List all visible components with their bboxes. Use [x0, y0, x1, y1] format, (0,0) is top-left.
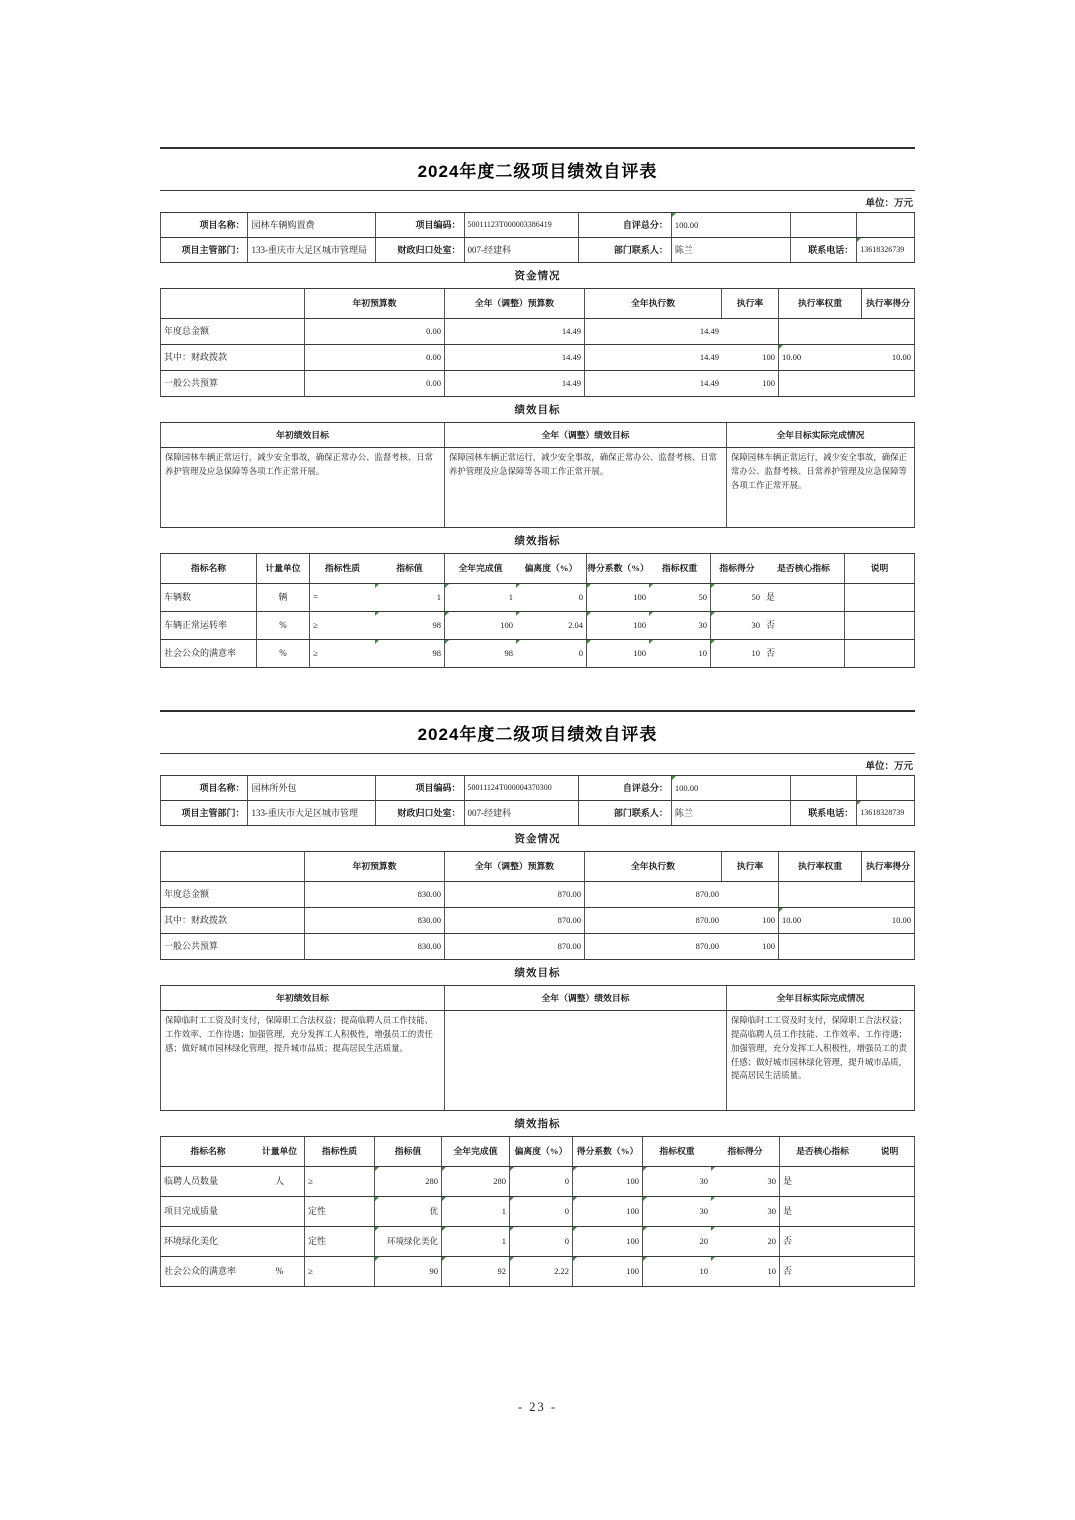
phone-value: 13618326739 — [857, 238, 915, 262]
info-empty-cell — [791, 213, 857, 237]
indicators-header-cell: 指标性质 — [305, 1137, 375, 1166]
indicator-cell: 否 — [763, 612, 845, 639]
indicator-cell: 定性 — [305, 1227, 375, 1256]
office-label: 财政归口处室： — [376, 238, 464, 262]
phone-label: 联系电话： — [791, 238, 857, 262]
project-code-label: 项目编码： — [376, 213, 464, 237]
funding-header-cell — [160, 289, 305, 318]
indicator-cell: 否 — [763, 640, 845, 667]
indicators-header-row — [160, 554, 915, 584]
funding-cell: 14.49 — [699, 326, 719, 337]
indicator-cell: 社会公众的满意率 — [160, 640, 257, 667]
indicators-header-cell: 全年完成值 — [442, 1137, 510, 1166]
indicator-cell — [255, 1197, 305, 1226]
indicator-cell — [255, 1227, 305, 1256]
contact-label: 部门联系人： — [579, 801, 672, 825]
funding-row — [160, 882, 915, 908]
goals-section-band — [160, 397, 915, 423]
info-empty-cell — [857, 776, 915, 800]
indicators-header-cell: 指标得分 — [719, 563, 755, 574]
unit-label: 单位：万元 — [865, 761, 913, 772]
indicators-header-cell: 说明 — [865, 1137, 915, 1166]
funding-cell: 830.00 — [305, 908, 445, 933]
indicator-cell: 项目完成质量 — [160, 1197, 255, 1226]
indicators-header-cell: 偏离度（%） — [516, 554, 587, 583]
indicator-cell: 否 — [783, 1236, 793, 1247]
project-code-value: 50011123T000003386419 — [465, 213, 580, 237]
indicators-section-title: 绩效指标 — [514, 1119, 561, 1130]
indicators-header-cell: 是否核心指标 — [796, 1146, 849, 1157]
goals-text-cell: 保障园林车辆正常运行，减少安全事故，确保正常办公、监督考核、日常养护管理及应急保障等各项工作正常开展。 — [160, 448, 445, 527]
phone-label: 联系电话： — [791, 801, 857, 825]
funding-header-cell: 全年执行数 — [585, 289, 722, 318]
funding-header-cell: 执行率 — [722, 289, 779, 318]
funding-cell: 14.49 — [445, 319, 585, 344]
funding-cell: 100 — [722, 908, 779, 933]
indicators-header-cell: 得分系数（%） — [587, 563, 649, 574]
indicator-cell: 10 — [711, 640, 763, 667]
indicator-cell: 1 — [375, 584, 445, 611]
indicator-cell — [845, 584, 915, 611]
funding-cell: 年度总金额 — [160, 319, 305, 344]
project-info-row-1 — [160, 776, 915, 801]
office-label: 财政归口处室： — [376, 801, 464, 825]
project-code-value: 50011124T000004370300 — [465, 776, 580, 800]
indicator-cell — [865, 1197, 915, 1226]
funding-row — [160, 934, 915, 960]
funding-cell: 830.00 — [305, 882, 445, 907]
funding-header-cell: 全年（调整）预算数 — [445, 289, 585, 318]
funding-cell — [779, 319, 862, 344]
indicator-cell: ≥ — [313, 620, 318, 631]
funding-cell: 10.00 — [779, 345, 862, 370]
funding-row — [160, 345, 915, 371]
indicator-cell — [865, 1227, 915, 1256]
funding-cell — [862, 934, 915, 959]
funding-section-title: 资金情况 — [514, 271, 561, 282]
goals-body-row — [160, 1011, 915, 1111]
funding-cell: 其中：财政拨款 — [160, 908, 305, 933]
project-name-label: 项目名称： — [160, 213, 248, 237]
indicator-cell: 0 — [516, 584, 587, 611]
indicators-header-cell: 偏离度（%） — [510, 1137, 573, 1166]
funding-cell — [779, 882, 862, 907]
indicators-section-band — [160, 528, 915, 554]
indicators-header-cell: 全年完成值 — [458, 563, 503, 574]
funding-cell: 10.00 — [779, 908, 862, 933]
indicator-cell: 30 — [643, 1197, 711, 1226]
indicator-cell: ≥ — [305, 1257, 375, 1286]
indicator-cell: 100 — [573, 1257, 643, 1286]
funding-section-band — [160, 826, 915, 852]
title-row — [160, 149, 915, 191]
funding-header-cell — [160, 852, 305, 881]
project-info-row-2 — [160, 801, 915, 826]
info-empty-cell — [791, 776, 857, 800]
funding-cell: 14.49 — [445, 345, 585, 370]
indicator-cell: % — [257, 612, 310, 639]
contact-value: 陈兰 — [672, 801, 791, 825]
indicator-cell: % — [257, 640, 310, 667]
indicators-header-row — [160, 1137, 915, 1167]
indicator-cell: 0 — [516, 640, 587, 667]
funding-cell: 10.00 — [862, 908, 915, 933]
indicator-cell: 2.04 — [516, 612, 587, 639]
title-row — [160, 712, 915, 754]
goals-header-cell: 全年目标实际完成情况 — [727, 986, 915, 1010]
funding-cell: 10.00 — [862, 345, 915, 370]
indicator-cell: 车辆正常运转率 — [160, 612, 257, 639]
funding-cell — [722, 319, 779, 344]
funding-cell — [862, 319, 915, 344]
self-eval-sheet — [160, 710, 915, 1287]
funding-section-band — [160, 263, 915, 289]
indicator-row — [160, 1227, 915, 1257]
funding-section-title: 资金情况 — [514, 834, 561, 845]
indicators-header-cell: 是否核心指标 — [763, 554, 845, 583]
indicator-cell: 100 — [573, 1197, 643, 1226]
indicator-row — [160, 612, 915, 640]
funding-cell: 870.00 — [445, 882, 585, 907]
goals-header-cell: 年初绩效目标 — [160, 986, 445, 1010]
indicator-cell: 100 — [573, 1227, 643, 1256]
indicator-cell: 280 — [375, 1167, 442, 1196]
indicator-cell: 98 — [375, 612, 445, 639]
self-score-value: 100.00 — [672, 776, 791, 800]
indicators-header-cell: 说明 — [845, 554, 915, 583]
funding-cell: 14.49 — [699, 378, 719, 389]
goals-header-cell: 全年目标实际完成情况 — [727, 423, 915, 447]
funding-row — [160, 908, 915, 934]
funding-cell: 100 — [722, 371, 779, 396]
indicator-row — [160, 1167, 915, 1197]
indicator-cell: 否 — [783, 1266, 793, 1277]
indicators-header-cell: 指标权重 — [659, 1146, 695, 1157]
funding-cell: 一般公共预算 — [160, 934, 305, 959]
indicator-cell: 100 — [587, 584, 649, 611]
indicator-cell — [865, 1167, 915, 1196]
info-empty-cell — [857, 213, 915, 237]
funding-cell: 830.00 — [305, 934, 445, 959]
funding-cell: 年度总金额 — [160, 882, 305, 907]
indicator-cell: 90 — [375, 1257, 442, 1286]
indicator-row — [160, 584, 915, 612]
funding-header-cell: 年初预算数 — [305, 289, 445, 318]
indicator-cell: 1 — [442, 1197, 510, 1226]
office-value: 007-经建科 — [465, 801, 580, 825]
goals-section-band — [160, 960, 915, 986]
funding-row — [160, 371, 915, 397]
indicators-header-cell: 指标得分 — [711, 1137, 780, 1166]
funding-cell: 一般公共预算 — [160, 371, 305, 396]
indicator-cell: 98 — [375, 640, 445, 667]
funding-cell: 870.00 — [695, 941, 719, 952]
indicator-cell: 92 — [442, 1257, 510, 1286]
goals-section-title: 绩效目标 — [514, 405, 561, 416]
phone-value: 13618328739 — [857, 801, 915, 825]
goals-header-row — [160, 986, 915, 1011]
goals-header-row — [160, 423, 915, 448]
indicator-cell: 人 — [255, 1167, 305, 1196]
funding-header-cell: 年初预算数 — [305, 852, 445, 881]
indicator-cell: 1 — [442, 1227, 510, 1256]
indicator-cell — [845, 612, 915, 639]
office-value: 007-经建科 — [465, 238, 580, 262]
goals-body-row — [160, 448, 915, 528]
table-title: 2024年度二级项目绩效自评表 — [417, 725, 658, 744]
funding-header-cell: 执行率得分 — [862, 289, 915, 318]
indicator-cell — [865, 1257, 915, 1286]
indicator-cell: 定性 — [305, 1197, 375, 1226]
funding-cell: 870.00 — [445, 934, 585, 959]
indicators-header-cell: 指标值 — [375, 554, 445, 583]
funding-cell — [862, 882, 915, 907]
indicator-cell: 0 — [510, 1167, 573, 1196]
contact-label: 部门联系人： — [579, 238, 672, 262]
indicator-cell: 是 — [763, 584, 845, 611]
funding-cell: 100 — [722, 345, 779, 370]
goals-text-cell — [445, 1011, 727, 1110]
indicator-cell: 环境绿化美化 — [375, 1227, 442, 1256]
self-score-label: 自评总分： — [579, 213, 672, 237]
indicator-row — [160, 1257, 915, 1287]
goals-section-title: 绩效目标 — [514, 968, 561, 979]
indicator-cell: 30 — [711, 1197, 780, 1226]
indicator-row — [160, 1197, 915, 1227]
goals-header-cell: 全年（调整）绩效目标 — [445, 986, 727, 1010]
indicator-cell: 100 — [445, 612, 516, 639]
indicator-cell: 100 — [573, 1167, 643, 1196]
funding-cell: 870.00 — [695, 889, 719, 900]
funding-cell: 14.49 — [445, 371, 585, 396]
self-score-label: 自评总分： — [579, 776, 672, 800]
funding-cell: 100 — [722, 934, 779, 959]
project-info-row-1 — [160, 213, 915, 238]
project-name-value: 园林所外包 — [248, 776, 376, 800]
funding-header-cell: 执行率得分 — [862, 852, 915, 881]
indicator-cell: ≥ — [313, 648, 318, 659]
indicator-cell: 临聘人员数量 — [160, 1167, 255, 1196]
indicator-cell: 0 — [510, 1227, 573, 1256]
indicators-header-cell: 指标值 — [375, 1137, 442, 1166]
goals-text-cell: 保障临时工工资及时支付，保障职工合法权益；提高临聘人员工作技能、工作效率、工作待遇；加强管理，充分发挥工人积极性，增强员工的责任感；做好城市园林绿化管理，提升城市品质，提高居民生活质量。 — [727, 1011, 915, 1110]
unit-row — [160, 191, 915, 213]
indicator-cell: 0 — [510, 1197, 573, 1226]
contact-value: 陈兰 — [672, 238, 791, 262]
project-code-label: 项目编码： — [376, 776, 464, 800]
indicator-cell: 50 — [649, 584, 711, 611]
goals-header-cell: 全年（调整）绩效目标 — [445, 423, 727, 447]
funding-cell: 14.49 — [699, 352, 719, 363]
self-eval-sheet — [160, 147, 915, 668]
funding-row — [160, 319, 915, 345]
unit-row — [160, 754, 915, 776]
project-info-row-2 — [160, 238, 915, 263]
funding-header-row — [160, 852, 915, 882]
indicator-cell: 98 — [445, 640, 516, 667]
funding-header-cell: 全年执行数 — [585, 852, 722, 881]
funding-cell: 0.00 — [305, 371, 445, 396]
indicators-header-cell: 指标名称 — [160, 554, 257, 583]
indicators-header-cell: 指标权重 — [649, 554, 711, 583]
self-score-value: 100.00 — [672, 213, 791, 237]
indicator-cell: 50 — [711, 584, 763, 611]
funding-cell — [722, 882, 779, 907]
goals-text-cell: 保障园林车辆正常运行，减少安全事故，确保正常办公、监督考核、日常养护管理及应急保障等各项工作正常开展。 — [445, 448, 727, 527]
dept-value: 133-重庆市大足区城市管理 — [248, 801, 376, 825]
indicator-cell: 社会公众的满意率 — [160, 1257, 255, 1286]
indicator-cell: 30 — [649, 612, 711, 639]
table-title: 2024年度二级项目绩效自评表 — [417, 162, 658, 181]
indicator-cell: 10 — [711, 1257, 780, 1286]
indicator-cell: 车辆数 — [160, 584, 257, 611]
funding-cell: 870.00 — [445, 908, 585, 933]
indicator-cell: 环境绿化美化 — [160, 1227, 255, 1256]
indicators-header-cell: 指标性质 — [324, 563, 361, 574]
indicator-cell: 1 — [445, 584, 516, 611]
funding-cell — [779, 371, 862, 396]
indicator-cell: 辆 — [257, 584, 310, 611]
indicator-cell: % — [255, 1257, 305, 1286]
goals-header-cell: 年初绩效目标 — [160, 423, 445, 447]
funding-cell — [862, 371, 915, 396]
funding-cell: 0.00 — [305, 345, 445, 370]
goals-text-cell: 保障园林车辆正常运行，减少安全事故，确保正常办公、监督考核、日常养护管理及应急保障等各项工作正常开展。 — [727, 448, 915, 527]
indicator-cell: 是 — [783, 1176, 793, 1187]
goals-text-cell: 保障临时工工资及时支付，保障职工合法权益；提高临聘人员工作技能、工作效率、工作待遇；加强管理，充分发挥工人积极性，增强员工的责任感；做好城市园林绿化管理，提升城市品质；提高居民生活质量。 — [160, 1011, 445, 1110]
funding-header-row — [160, 289, 915, 319]
indicators-header-cell: 计量单位 — [257, 554, 310, 583]
unit-label: 单位：万元 — [865, 198, 913, 209]
indicator-cell: 是 — [783, 1206, 793, 1217]
indicator-cell: 30 — [711, 1167, 780, 1196]
indicator-cell: 10 — [643, 1257, 711, 1286]
dept-label: 项目主管部门： — [160, 238, 248, 262]
indicator-row — [160, 640, 915, 668]
indicators-section-band — [160, 1111, 915, 1137]
indicator-cell: 100 — [587, 640, 649, 667]
funding-header-cell: 执行率权重 — [779, 289, 862, 318]
indicators-header-cell: 得分系数（%） — [573, 1137, 643, 1166]
indicator-cell: 优 — [375, 1197, 442, 1226]
project-name-value: 园林车辆购置费 — [248, 213, 376, 237]
indicator-cell: 10 — [649, 640, 711, 667]
funding-header-cell: 执行率权重 — [779, 852, 862, 881]
indicator-cell: 2.22 — [510, 1257, 573, 1286]
funding-header-cell: 执行率 — [722, 852, 779, 881]
indicators-header-cell: 指标名称 — [160, 1137, 255, 1166]
project-name-label: 项目名称： — [160, 776, 248, 800]
dept-value: 133-重庆市大足区城市管理局 — [248, 238, 376, 262]
indicator-cell: ≥ — [305, 1167, 375, 1196]
funding-cell: 其中：财政拨款 — [160, 345, 305, 370]
indicator-cell — [845, 640, 915, 667]
indicator-cell: 20 — [643, 1227, 711, 1256]
indicator-cell: 280 — [442, 1167, 510, 1196]
funding-cell: 0.00 — [305, 319, 445, 344]
indicators-section-title: 绩效指标 — [514, 536, 561, 547]
indicator-cell: 30 — [711, 612, 763, 639]
dept-label: 项目主管部门： — [160, 801, 248, 825]
indicators-header-cell: 计量单位 — [255, 1137, 305, 1166]
funding-cell: 870.00 — [695, 915, 719, 926]
funding-cell — [779, 934, 862, 959]
page-number: - 23 - — [517, 1400, 558, 1414]
indicator-cell: 30 — [643, 1167, 711, 1196]
indicator-cell: 20 — [711, 1227, 780, 1256]
funding-header-cell: 全年（调整）预算数 — [445, 852, 585, 881]
indicator-cell: = — [313, 592, 319, 603]
indicator-cell: 100 — [587, 612, 649, 639]
